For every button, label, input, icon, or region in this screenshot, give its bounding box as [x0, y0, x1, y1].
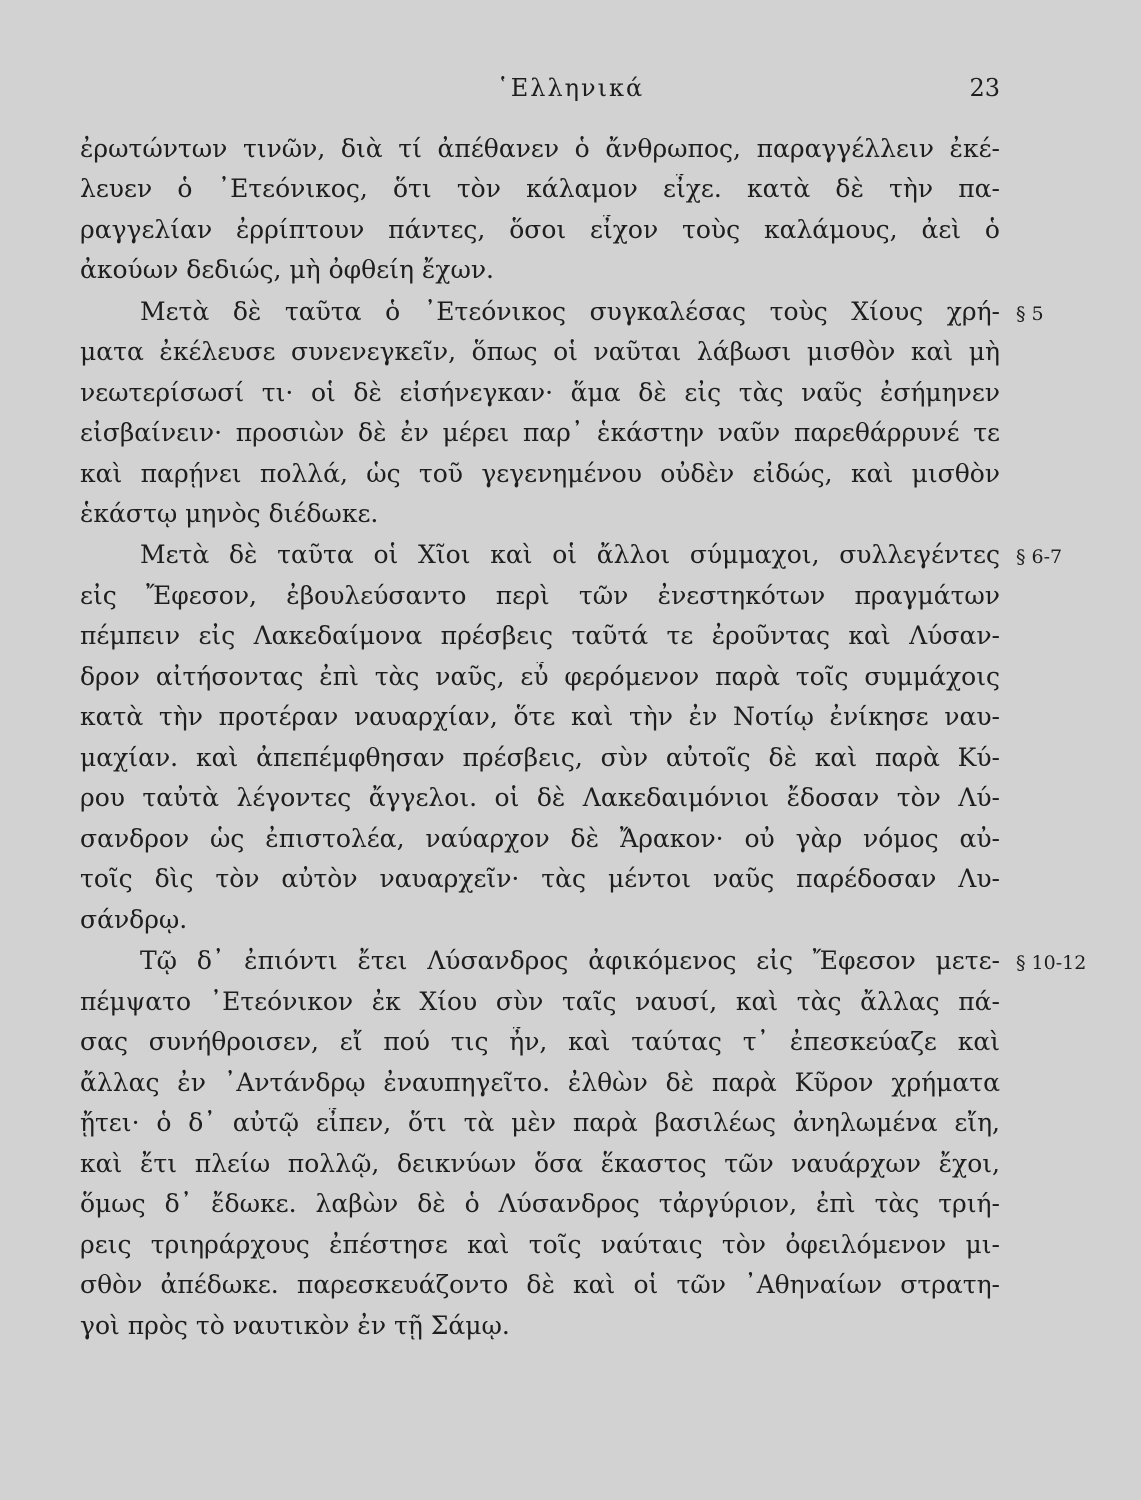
margin-section-note: § 10-12	[1016, 952, 1087, 974]
margin-section-note: § 6-7	[1016, 546, 1063, 568]
text-line: ρου ταὐτὰ λέγοντες ἄγγελοι. οἱ δὲ Λακεδαιμόνιοι ἔδοσαν τὸν Λύ-	[80, 783, 1000, 812]
text-line: τοῖς δὶς τὸν αὐτὸν ναυαρχεῖν· τὰς μέντοι ναῦς παρέδοσαν Λυ-	[80, 864, 1000, 893]
text-line: Μετὰ δὲ ταῦτα ὁ ᾿Ετεόνικος συγκαλέσας τοὺς Χίους χρή-	[140, 297, 1000, 326]
text-line: ρεις τριηράρχους ἐπέστησε καὶ τοῖς ναύταις τὸν ὀφειλόμενον μι-	[80, 1230, 1000, 1259]
text-line: μαχίαν. καὶ ἀπεπέμφθησαν πρέσβεις, σὺν αὐτοῖς δὲ καὶ παρὰ Κύ-	[80, 743, 1000, 772]
text-line: ὅμως δ᾿ ἔδωκε. λαβὼν δὲ ὁ Λύσανδρος τἀργύριον, ἐπὶ τὰς τριή-	[80, 1189, 1000, 1218]
text-line: σάνδρῳ.	[80, 905, 188, 934]
text-line: εἰσβαίνειν· προσιὼν δὲ ἐν μέρει παρ᾿ ἑκάστην ναῦν παρεθάρρυνέ τε	[80, 418, 1000, 447]
text-line: κατὰ τὴν προτέραν ναυαρχίαν, ὅτε καὶ τὴν ἐν Νοτίῳ ἐνίκησε ναυ-	[80, 702, 1000, 731]
text-line: πέμψατο ᾿Ετεόνικον ἐκ Χίου σὺν ταῖς ναυσί, καὶ τὰς ἄλλας πά-	[80, 987, 1000, 1016]
text-line: εἰς Ἔφεσον, ἐβουλεύσαντο περὶ τῶν ἐνεστηκότων πραγμάτων	[80, 581, 1000, 610]
text-line: ματα ἐκέλευσε συνενεγκεῖν, ὅπως οἱ ναῦται λάβωσι μισθὸν καὶ μὴ	[80, 337, 1000, 366]
text-line: δρον αἰτήσοντας ἐπὶ τὰς ναῦς, εὖ φερόμενον παρὰ τοῖς συμμάχοις	[80, 662, 1000, 691]
text-line: Μετὰ δὲ ταῦτα οἱ Χῖοι καὶ οἱ ἄλλοι σύμμαχοι, συλλεγέντες	[140, 540, 1000, 569]
text-line: Τῷ δ᾿ ἐπιόντι ἔτει Λύσανδρος ἀφικόμενος εἰς Ἔφεσον μετε-	[140, 946, 1000, 975]
text-line: καὶ ἔτι πλείω πολλῷ, δεικνύων ὅσα ἕκαστος τῶν ναυάρχων ἔχοι,	[80, 1149, 1000, 1178]
text-line: ἄλλας ἐν ᾿Αντάνδρῳ ἐναυπηγεῖτο. ἐλθὼν δὲ παρὰ Κῦρον χρήματα	[80, 1068, 1000, 1097]
text-line: ᾔτει· ὁ δ᾿ αὐτῷ εἶπεν, ὅτι τὰ μὲν παρὰ βασιλέως ἀνηλωμένα εἴη,	[80, 1108, 1000, 1137]
text-line: λευεν ὁ ᾿Ετεόνικος, ὅτι τὸν κάλαμον εἶχε. κατὰ δὲ τὴν πα-	[80, 174, 1000, 203]
margin-section-note: § 5	[1016, 303, 1044, 325]
text-line: καὶ παρῄνει πολλά, ὡς τοῦ γεγενημένου οὐδὲν εἰδώς, καὶ μισθὸν	[80, 459, 1000, 488]
text-line: πέμπειν εἰς Λακεδαίμονα πρέσβεις ταῦτά τε ἐροῦντας καὶ Λύσαν-	[80, 621, 1000, 650]
page-number: 23	[969, 74, 1000, 102]
text-line: ραγγελίαν ἐρρίπτουν πάντες, ὅσοι εἶχον τοὺς καλάμους, ἀεὶ ὁ	[80, 215, 1000, 244]
running-title: ῾Ελληνικά	[496, 74, 645, 102]
text-line: σθὸν ἀπέδωκε. παρεσκευάζοντο δὲ καὶ οἱ τῶν ᾿Αθηναίων στρατη-	[80, 1270, 1000, 1299]
text-line: νεωτερίσωσί τι· οἱ δὲ εἰσήνεγκαν· ἅμα δὲ εἰς τὰς ναῦς ἐσήμηνεν	[80, 378, 1000, 407]
text-line: ἐρωτώντων τινῶν, διὰ τί ἀπέθανεν ὁ ἄνθρωπος, παραγγέλλειν ἐκέ-	[80, 134, 1000, 163]
text-line: σας συνήθροισεν, εἴ πού τις ἦν, καὶ ταύτας τ᾿ ἐπεσκεύαζε καὶ	[80, 1027, 1000, 1056]
text-line: σανδρον ὡς ἐπιστολέα, ναύαρχον δὲ Ἄρακον· οὐ γὰρ νόμος αὐ-	[80, 824, 1000, 853]
text-line: ἀκούων δεδιώς, μὴ ὀφθείη ἔχων.	[80, 255, 494, 284]
text-line: ἑκάστῳ μηνὸς διέδωκε.	[80, 499, 379, 528]
text-line: γοὶ πρὸς τὸ ναυτικὸν ἐν τῇ Σάμῳ.	[80, 1311, 510, 1340]
